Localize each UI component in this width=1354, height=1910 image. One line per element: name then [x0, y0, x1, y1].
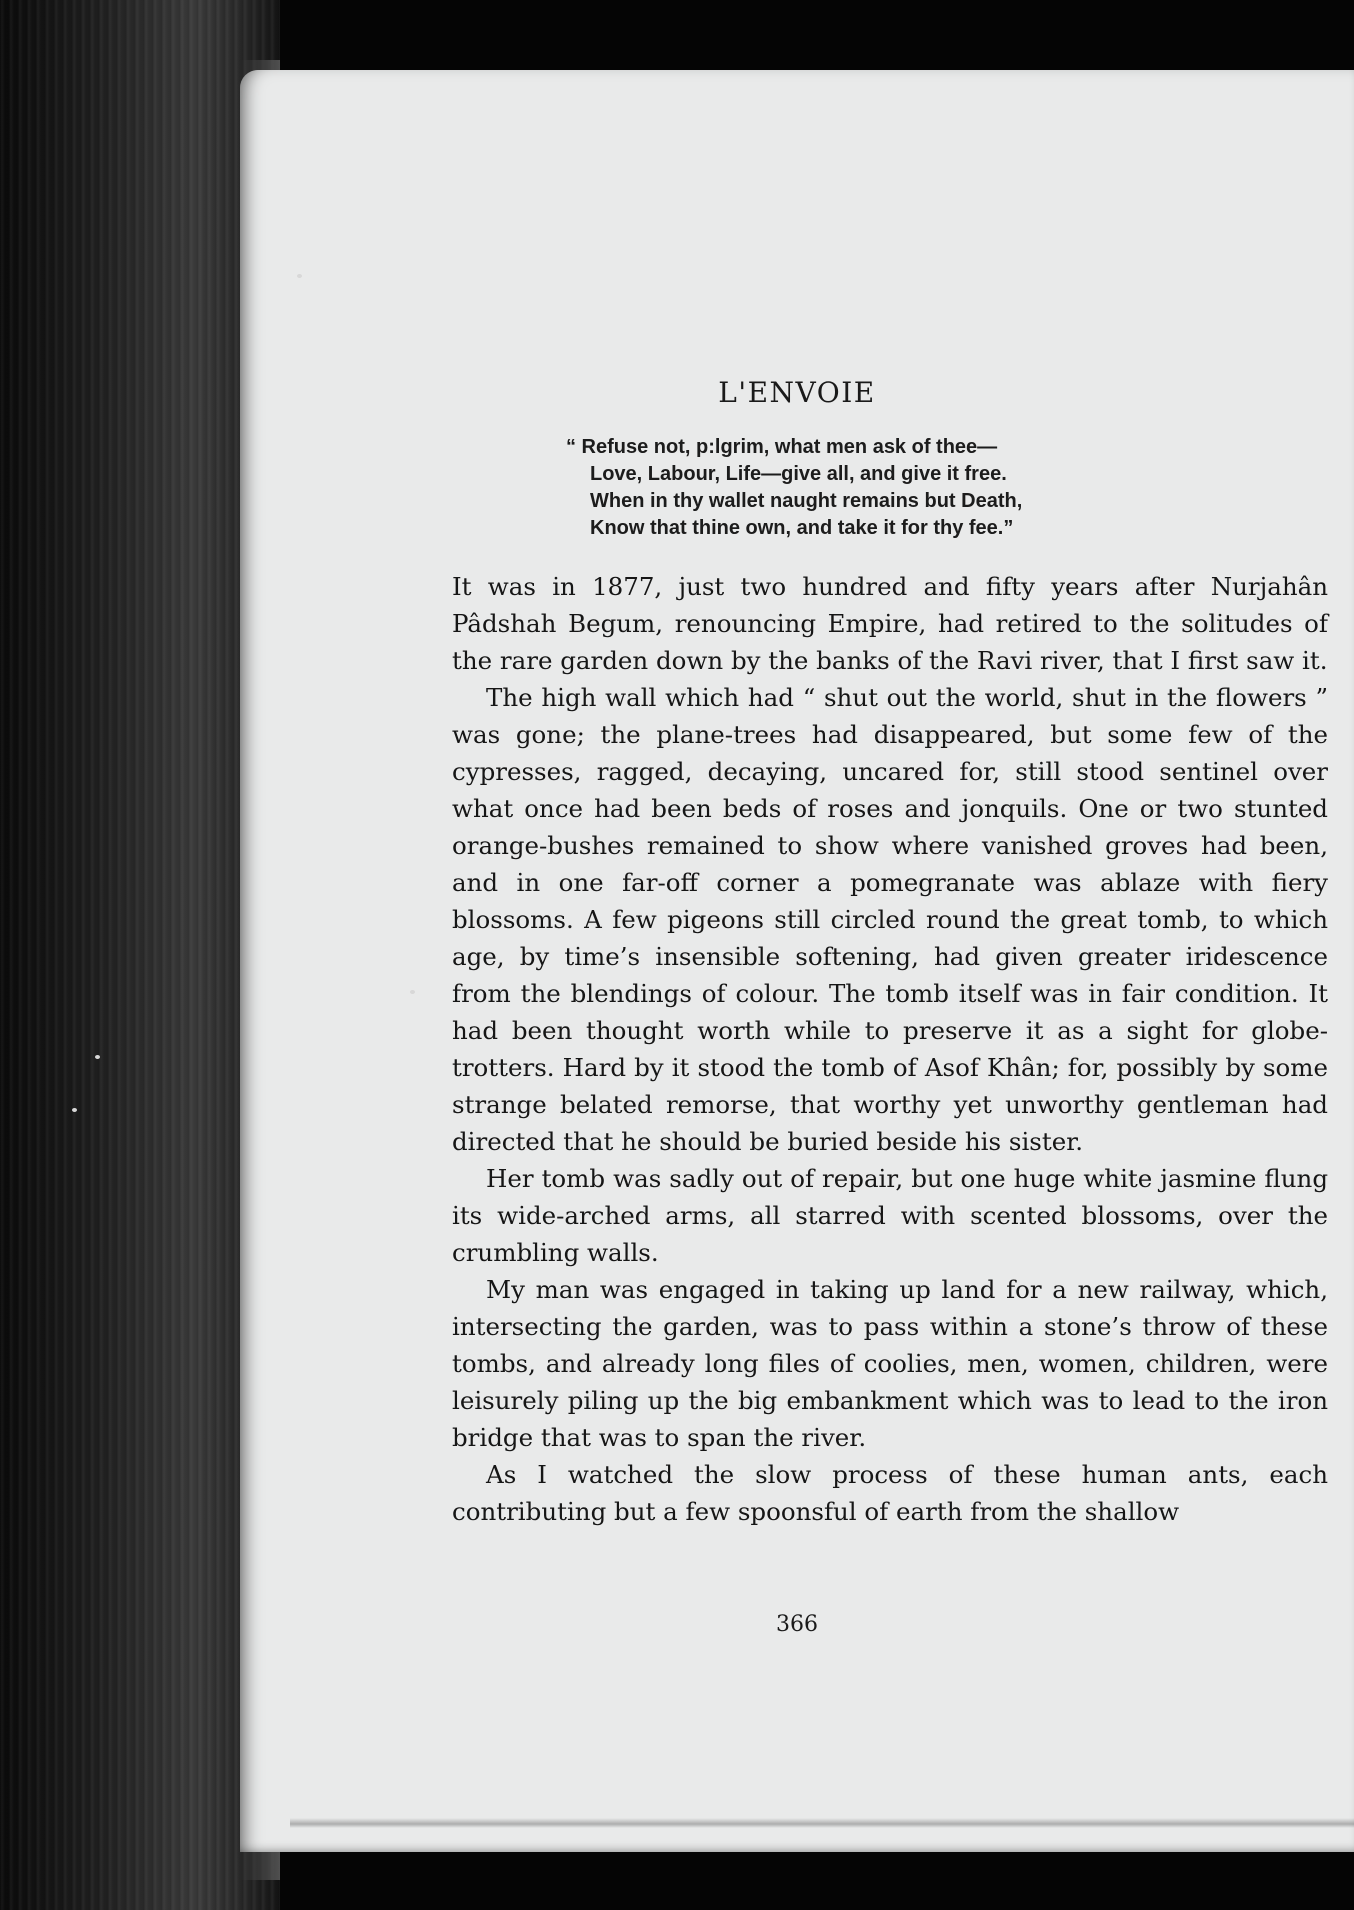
dust-speck — [297, 274, 302, 278]
epigraph-line: Love, Labour, Life—give all, and give it free. — [590, 463, 1007, 485]
book-spine — [0, 0, 280, 1910]
chapter-title: L'ENVOIE — [718, 376, 876, 409]
page-number: 366 — [776, 1612, 818, 1637]
paragraph: The high wall which had “ shut out the world, shut in the flowers ” was gone; the plane-trees had disappeared, but some few of the cypresses, ragged, decaying, uncared for, still stood sentinel over what once had been beds of roses and jonquils. One or two stunted orange-bushes remained to show where vanished groves had been, and in one far-off corner a pomegranate was ablaze with fiery blossoms. A few pigeons still circled round the great tomb, to which age, by time’s insensible softening, had given greater iridescence from the blendings of colour. The tomb itself was in fair condition. It had been thought worth while to preserve it as a sight for globe-trotters. Hard by it stood the tomb of Asof Khân; for, possibly by some strange belated remorse, that worthy yet unworthy gentleman had directed that he should be buried beside his sister. — [452, 683, 1328, 1156]
epigraph-verse — [566, 434, 1210, 542]
epigraph-line: Know that thine own, and take it for thy fee.” — [590, 517, 1014, 539]
paragraph: It was in 1877, just two hundred and fifty years after Nurjahân Pâdshah Begum, renouncing Empire, had retired to the solitudes of the rare garden down by the banks of the Ravi river, that I first saw it. — [452, 572, 1328, 675]
dust-speck — [95, 1055, 100, 1059]
page-bottom-edge — [290, 1818, 1354, 1828]
paragraph: Her tomb was sadly out of repair, but one huge white jasmine flung its wide-arched arms, all starred with scented blossoms, over the crumbling walls. — [452, 1164, 1328, 1267]
epigraph-line: “ Refuse not, p:lgrim, what men ask of thee— — [566, 436, 998, 458]
paragraph: As I watched the slow process of these human ants, each contributing but a few spoonsful of earth from the shallow — [452, 1460, 1328, 1526]
epigraph-line: When in thy wallet naught remains but Death, — [590, 490, 1023, 512]
paragraph: My man was engaged in taking up land for a new railway, which, intersecting the garden, was to pass within a stone’s throw of these tombs, and already long files of coolies, men, women, children, were leisurely piling up the big embankment which was to lead to the iron bridge that was to span the river. — [452, 1275, 1328, 1452]
dust-speck — [410, 990, 415, 994]
dust-speck — [72, 1108, 77, 1112]
body-text — [452, 568, 1328, 1530]
